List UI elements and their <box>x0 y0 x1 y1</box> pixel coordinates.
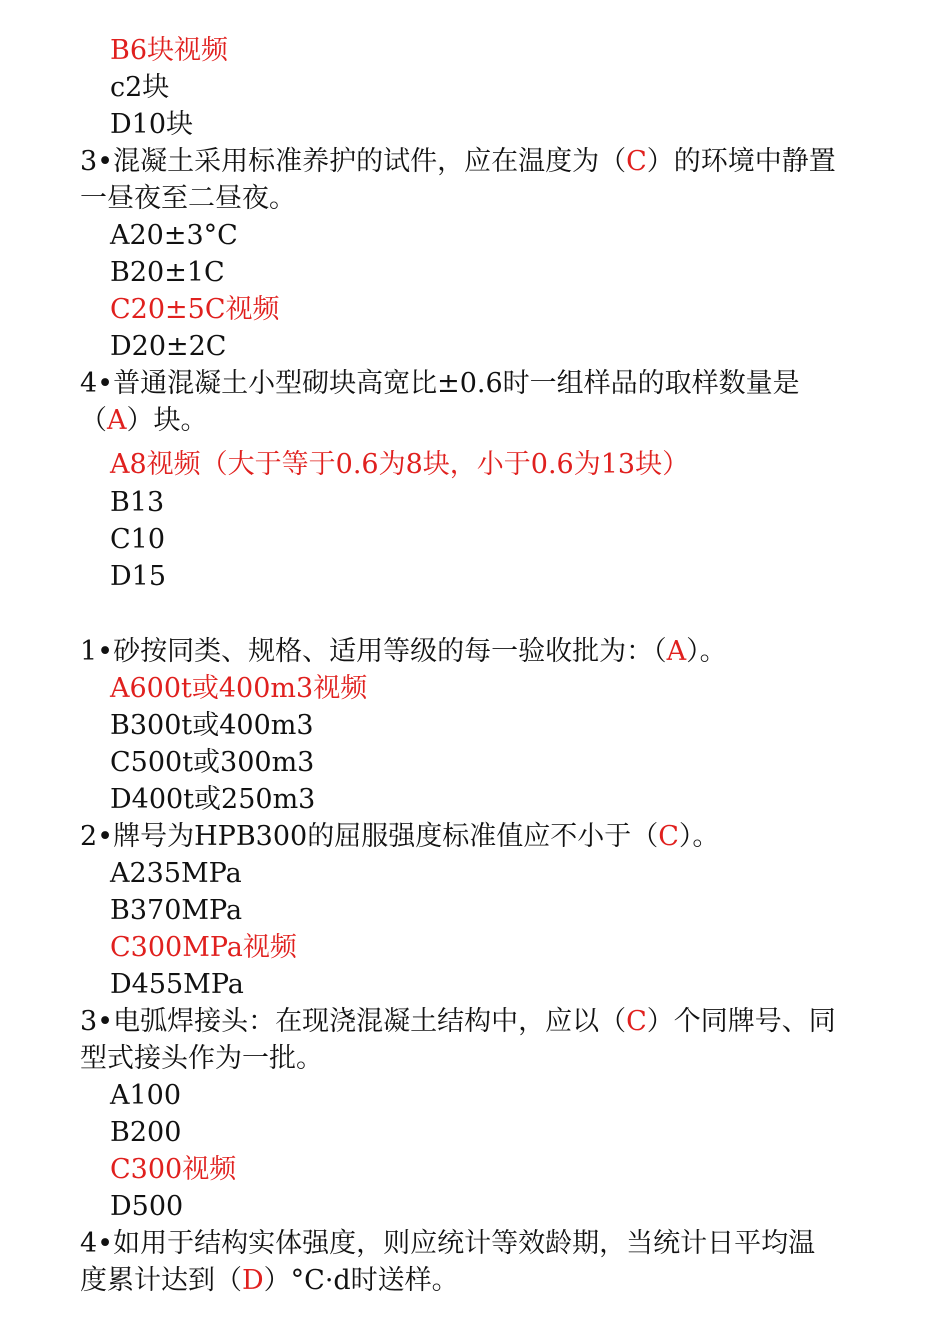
question-text: ）°C·d时送样。 <box>263 1265 459 1296</box>
option-d: D20±2C <box>110 331 227 362</box>
option-c-answer: C300MPa视频 <box>110 932 297 963</box>
option-d: D400t或250m3 <box>110 784 316 815</box>
question-4-line-1: 4•如用于结构实体强度，则应统计等效龄期，当统计日平均温 <box>80 1228 816 1259</box>
option-a: A100 <box>110 1080 182 1111</box>
option-d: D455MPa <box>110 969 244 1000</box>
question-text: 1•砂按同类、规格、适用等级的每一验收批为：（ <box>80 636 667 667</box>
option-d: D10块 <box>110 109 194 140</box>
option-c-answer: C20±5C视频 <box>110 294 280 325</box>
question-2-line-1 <box>80 819 719 855</box>
question-text: ）块。 <box>126 405 208 436</box>
option-a: A235MPa <box>110 858 242 889</box>
question-text: ）。 <box>678 821 720 852</box>
option-a-answer: A8视频（大于等于0.6为8块，小于0.6为13块） <box>110 449 690 480</box>
answer-letter: C <box>626 146 647 177</box>
option-c: C10 <box>110 524 166 555</box>
question-text: 度累计达到（ <box>80 1265 242 1296</box>
question-text: 2•牌号为HPB300的屈服强度标准值应不小于（ <box>80 821 659 852</box>
option-d: D15 <box>110 561 167 592</box>
answer-letter: D <box>242 1265 264 1296</box>
option-b: B20±1C <box>110 257 225 288</box>
question-3-line-1 <box>80 1004 836 1040</box>
question-text: ）的环境中静置 <box>646 146 836 177</box>
option-b: B370MPa <box>110 895 243 926</box>
option-a: A20±3°C <box>110 220 238 251</box>
question-4-line-1: 4•普通混凝土小型砌块高宽比±0.6时一组样品的取样数量是 <box>80 368 800 399</box>
question-3-line-1 <box>80 144 836 180</box>
question-3-line-2: 型式接头作为一批。 <box>80 1043 323 1074</box>
question-text: 3•混凝土采用标准养护的试件，应在温度为（ <box>80 146 627 177</box>
option-b: B13 <box>110 487 165 518</box>
question-4-line-2 <box>80 403 208 439</box>
option-c: c2块 <box>110 72 170 103</box>
option-d: D500 <box>110 1191 184 1222</box>
question-4-line-2 <box>80 1263 459 1299</box>
question-text: 3•电弧焊接头：在现浇混凝土结构中，应以（ <box>80 1006 627 1037</box>
question-text: ）个同牌号、同 <box>646 1006 836 1037</box>
question-text: ）。 <box>686 636 727 667</box>
option-b: B300t或400m3 <box>110 710 314 741</box>
option-c-answer: C300视频 <box>110 1154 237 1185</box>
option-b: B200 <box>110 1117 182 1148</box>
answer-letter: C <box>658 821 679 852</box>
answer-letter: A <box>666 636 687 667</box>
option-a-answer: A600t或400m3视频 <box>110 673 368 704</box>
question-1-line-1 <box>80 634 727 670</box>
option-b-answer: B6块视频 <box>110 35 229 66</box>
question-3-line-2: 一昼夜至二昼夜。 <box>80 183 296 214</box>
question-text: （ <box>80 405 107 436</box>
option-c: C500t或300m3 <box>110 747 315 778</box>
answer-letter: A <box>107 405 127 436</box>
answer-letter: C <box>626 1006 647 1037</box>
